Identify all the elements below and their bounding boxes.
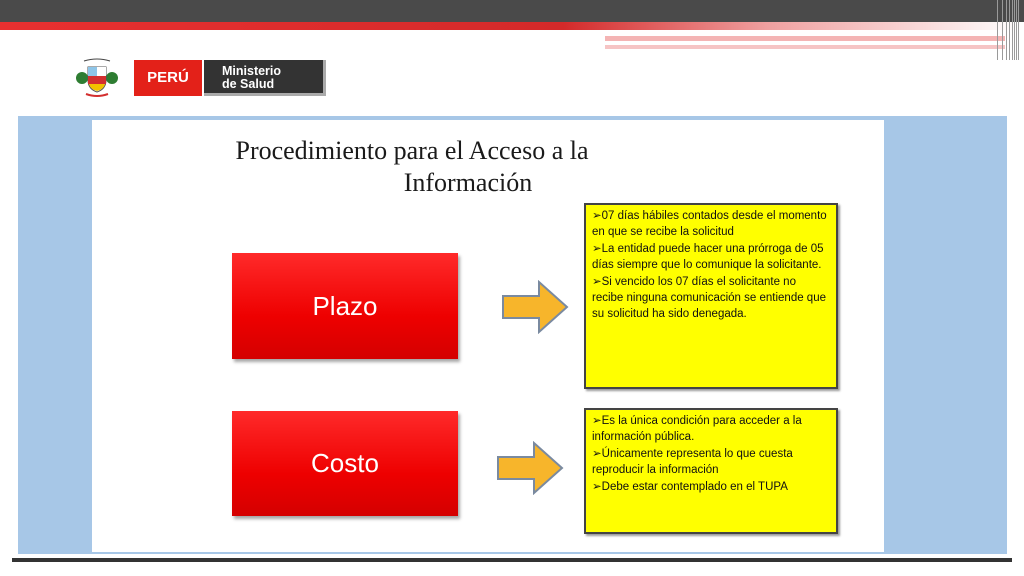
plazo-details-box: [584, 203, 838, 389]
plazo-bullet: ➢07 días hábiles contados desde el momento en que se recibe la solicitud: [592, 210, 827, 239]
slide-title-line-1: Procedimiento para el Acceso a la: [235, 136, 589, 165]
decorative-line: [605, 45, 1005, 49]
ministry-name: [204, 60, 326, 96]
plazo-box: Plazo: [232, 253, 458, 359]
slide-title-line-2: Información: [403, 168, 533, 197]
costo-bullet: ➢Únicamente representa lo que cuesta reproducir la información: [592, 447, 793, 477]
peru-label: PERÚ: [134, 60, 202, 96]
right-arrow-icon: [501, 280, 569, 334]
top-bar: [0, 0, 1024, 22]
slide-title: [92, 135, 732, 199]
ministry-line-2: de Salud: [222, 77, 275, 91]
decorative-vertical-lines: [995, 0, 1024, 60]
costo-bullet: ➢Es la única condición para acceder a la información pública.: [592, 415, 802, 444]
red-header-stripe: [0, 22, 1024, 30]
costo-details-box: [584, 408, 838, 534]
bottom-divider: [12, 558, 1012, 562]
ministry-logo: [70, 58, 328, 98]
costo-box: Costo: [232, 411, 458, 516]
peru-coat-of-arms-icon: [74, 58, 120, 98]
right-arrow-icon: [496, 441, 564, 495]
plazo-bullet: ➢Si vencido los 07 días el solicitante no recibe ninguna comunicación se entiende que su solicitud ha sido denegada.: [592, 275, 826, 321]
decorative-line: [605, 36, 1005, 41]
costo-bullet: ➢Debe estar contemplado en el TUPA: [592, 480, 788, 493]
plazo-bullet: ➢La entidad puede hacer una prórroga de 05 días siempre que lo comunique la solicitante.: [592, 242, 824, 272]
ministry-line-1: Ministerio: [222, 64, 282, 78]
